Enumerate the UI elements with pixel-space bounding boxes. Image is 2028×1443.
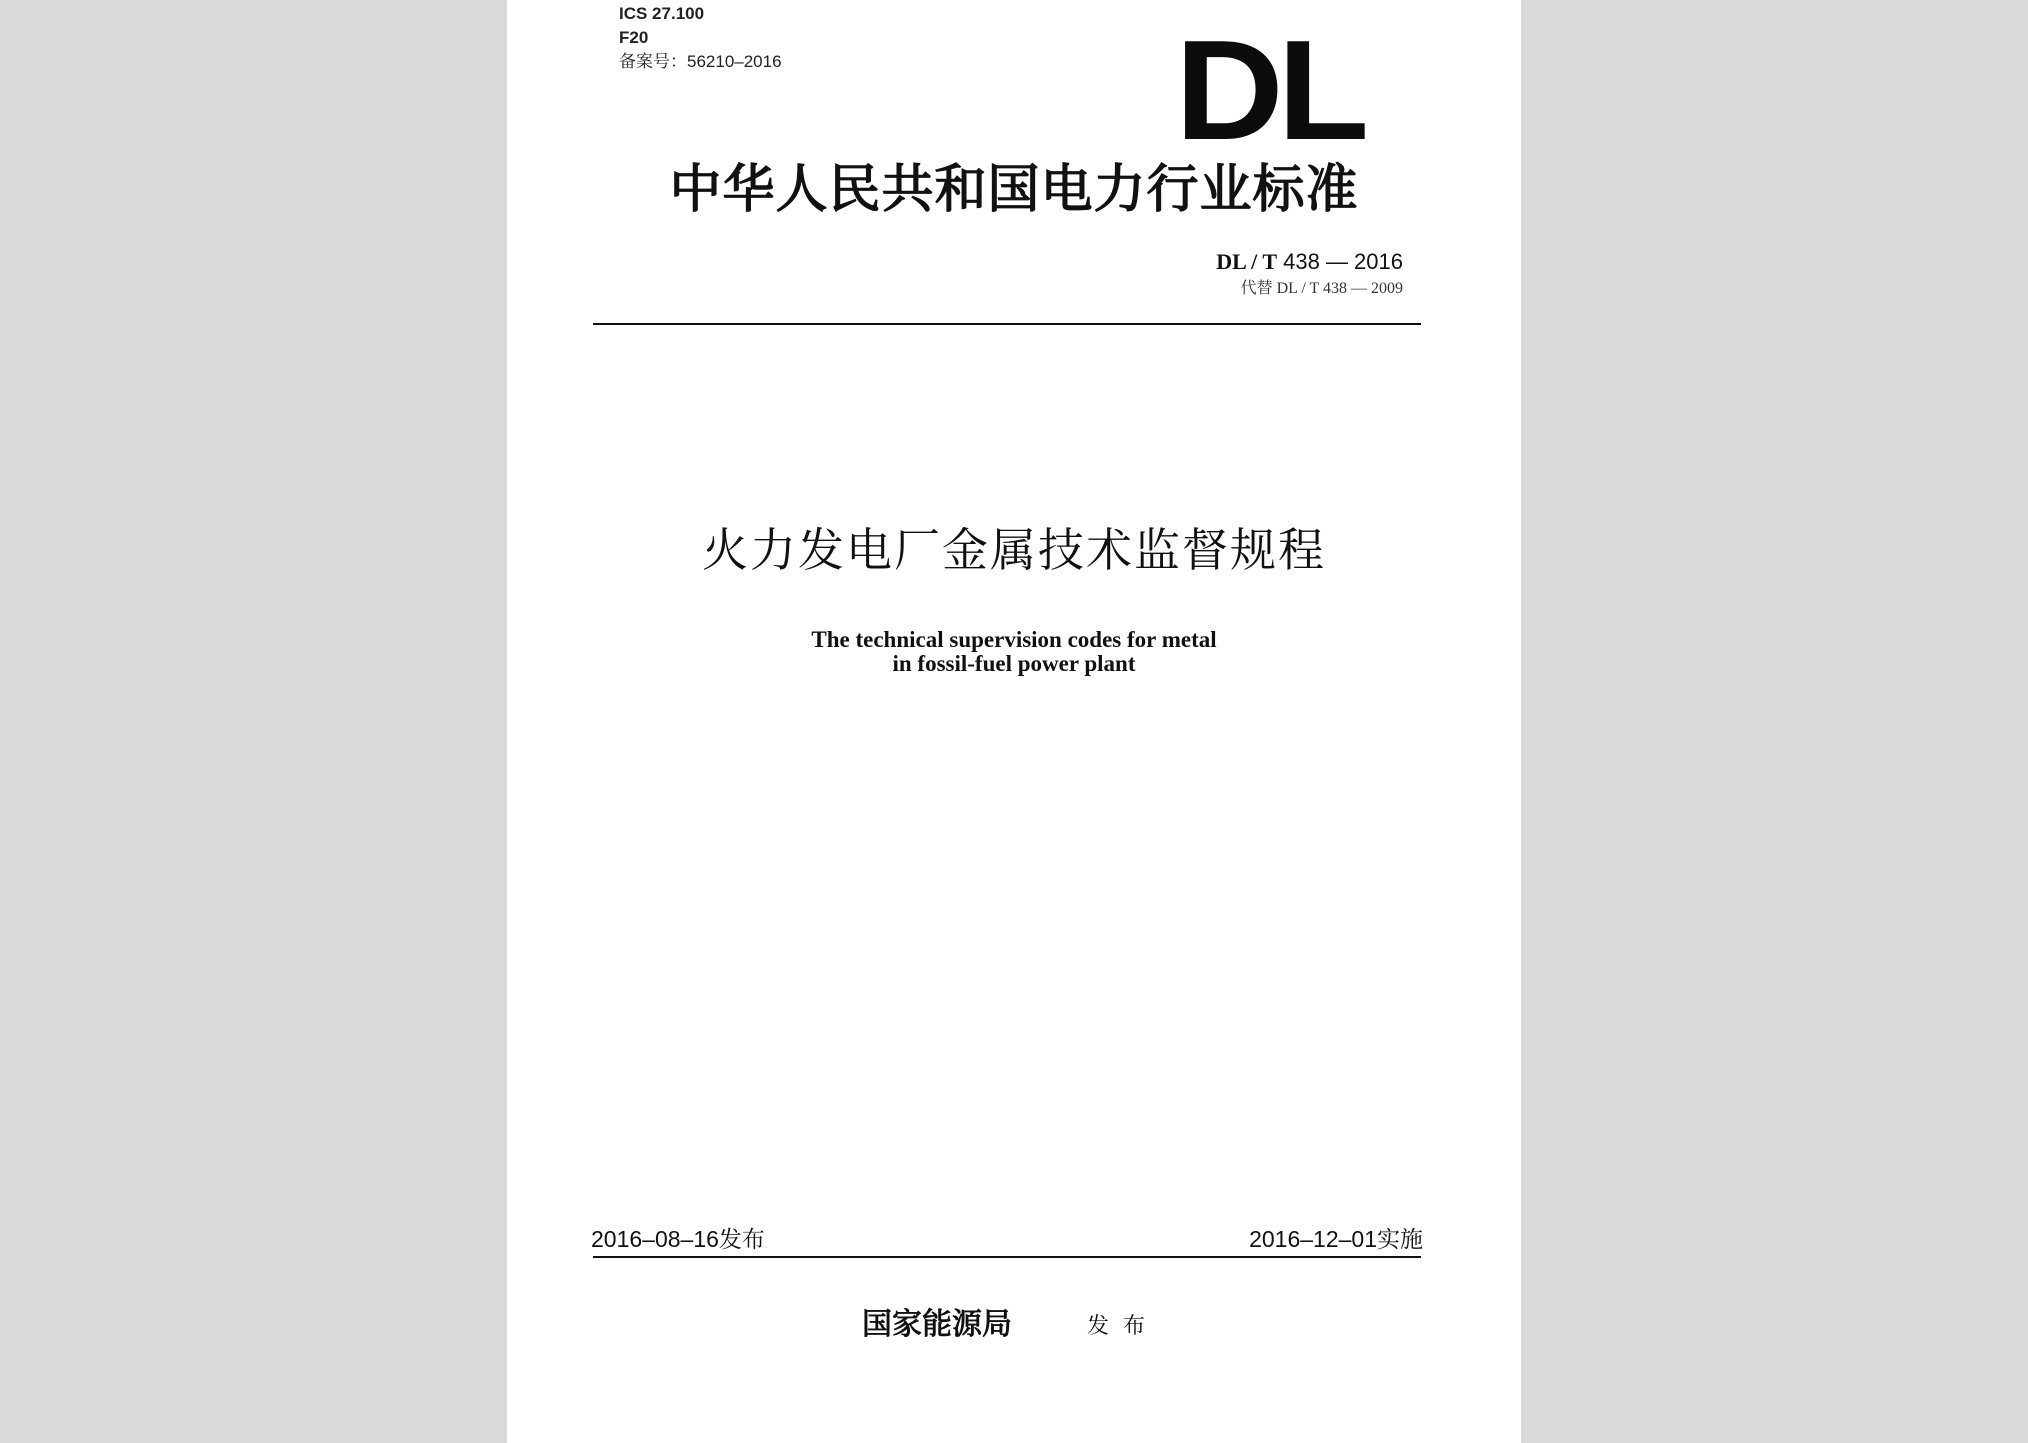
standard-number bbox=[1216, 248, 1403, 276]
replaces-standard: 代替 DL / T 438 — 2009 bbox=[1240, 280, 1403, 297]
bottom-rule bbox=[593, 1256, 1421, 1258]
document-title-en-line2: in fossil-fuel power plant bbox=[892, 651, 1136, 676]
org-title: 中华人民共和国电力行业标准 bbox=[669, 159, 1359, 220]
top-rule bbox=[593, 323, 1421, 325]
record-number: 备案号：56210–2016 bbox=[619, 52, 782, 71]
document-title-en-line1: The technical supervision codes for metal bbox=[811, 627, 1217, 652]
publish-date: 2016–08–16发布 bbox=[591, 1226, 765, 1252]
standard-prefix: DL / T bbox=[1216, 249, 1277, 274]
document-title-cn: 火力发电厂金属技术监督规程 bbox=[702, 523, 1326, 577]
category-code: F20 bbox=[619, 28, 649, 47]
effective-date: 2016–12–01实施 bbox=[1249, 1226, 1423, 1252]
dl-logo: DL bbox=[1175, 11, 1363, 170]
ics-code: ICS 27.100 bbox=[619, 4, 705, 23]
issuer-name: 国家能源局 bbox=[862, 1307, 1012, 1342]
standard-code: 438 — 2016 bbox=[1283, 249, 1403, 274]
issuer-action: 发布 bbox=[1087, 1314, 1160, 1339]
document-page bbox=[507, 0, 1521, 1443]
